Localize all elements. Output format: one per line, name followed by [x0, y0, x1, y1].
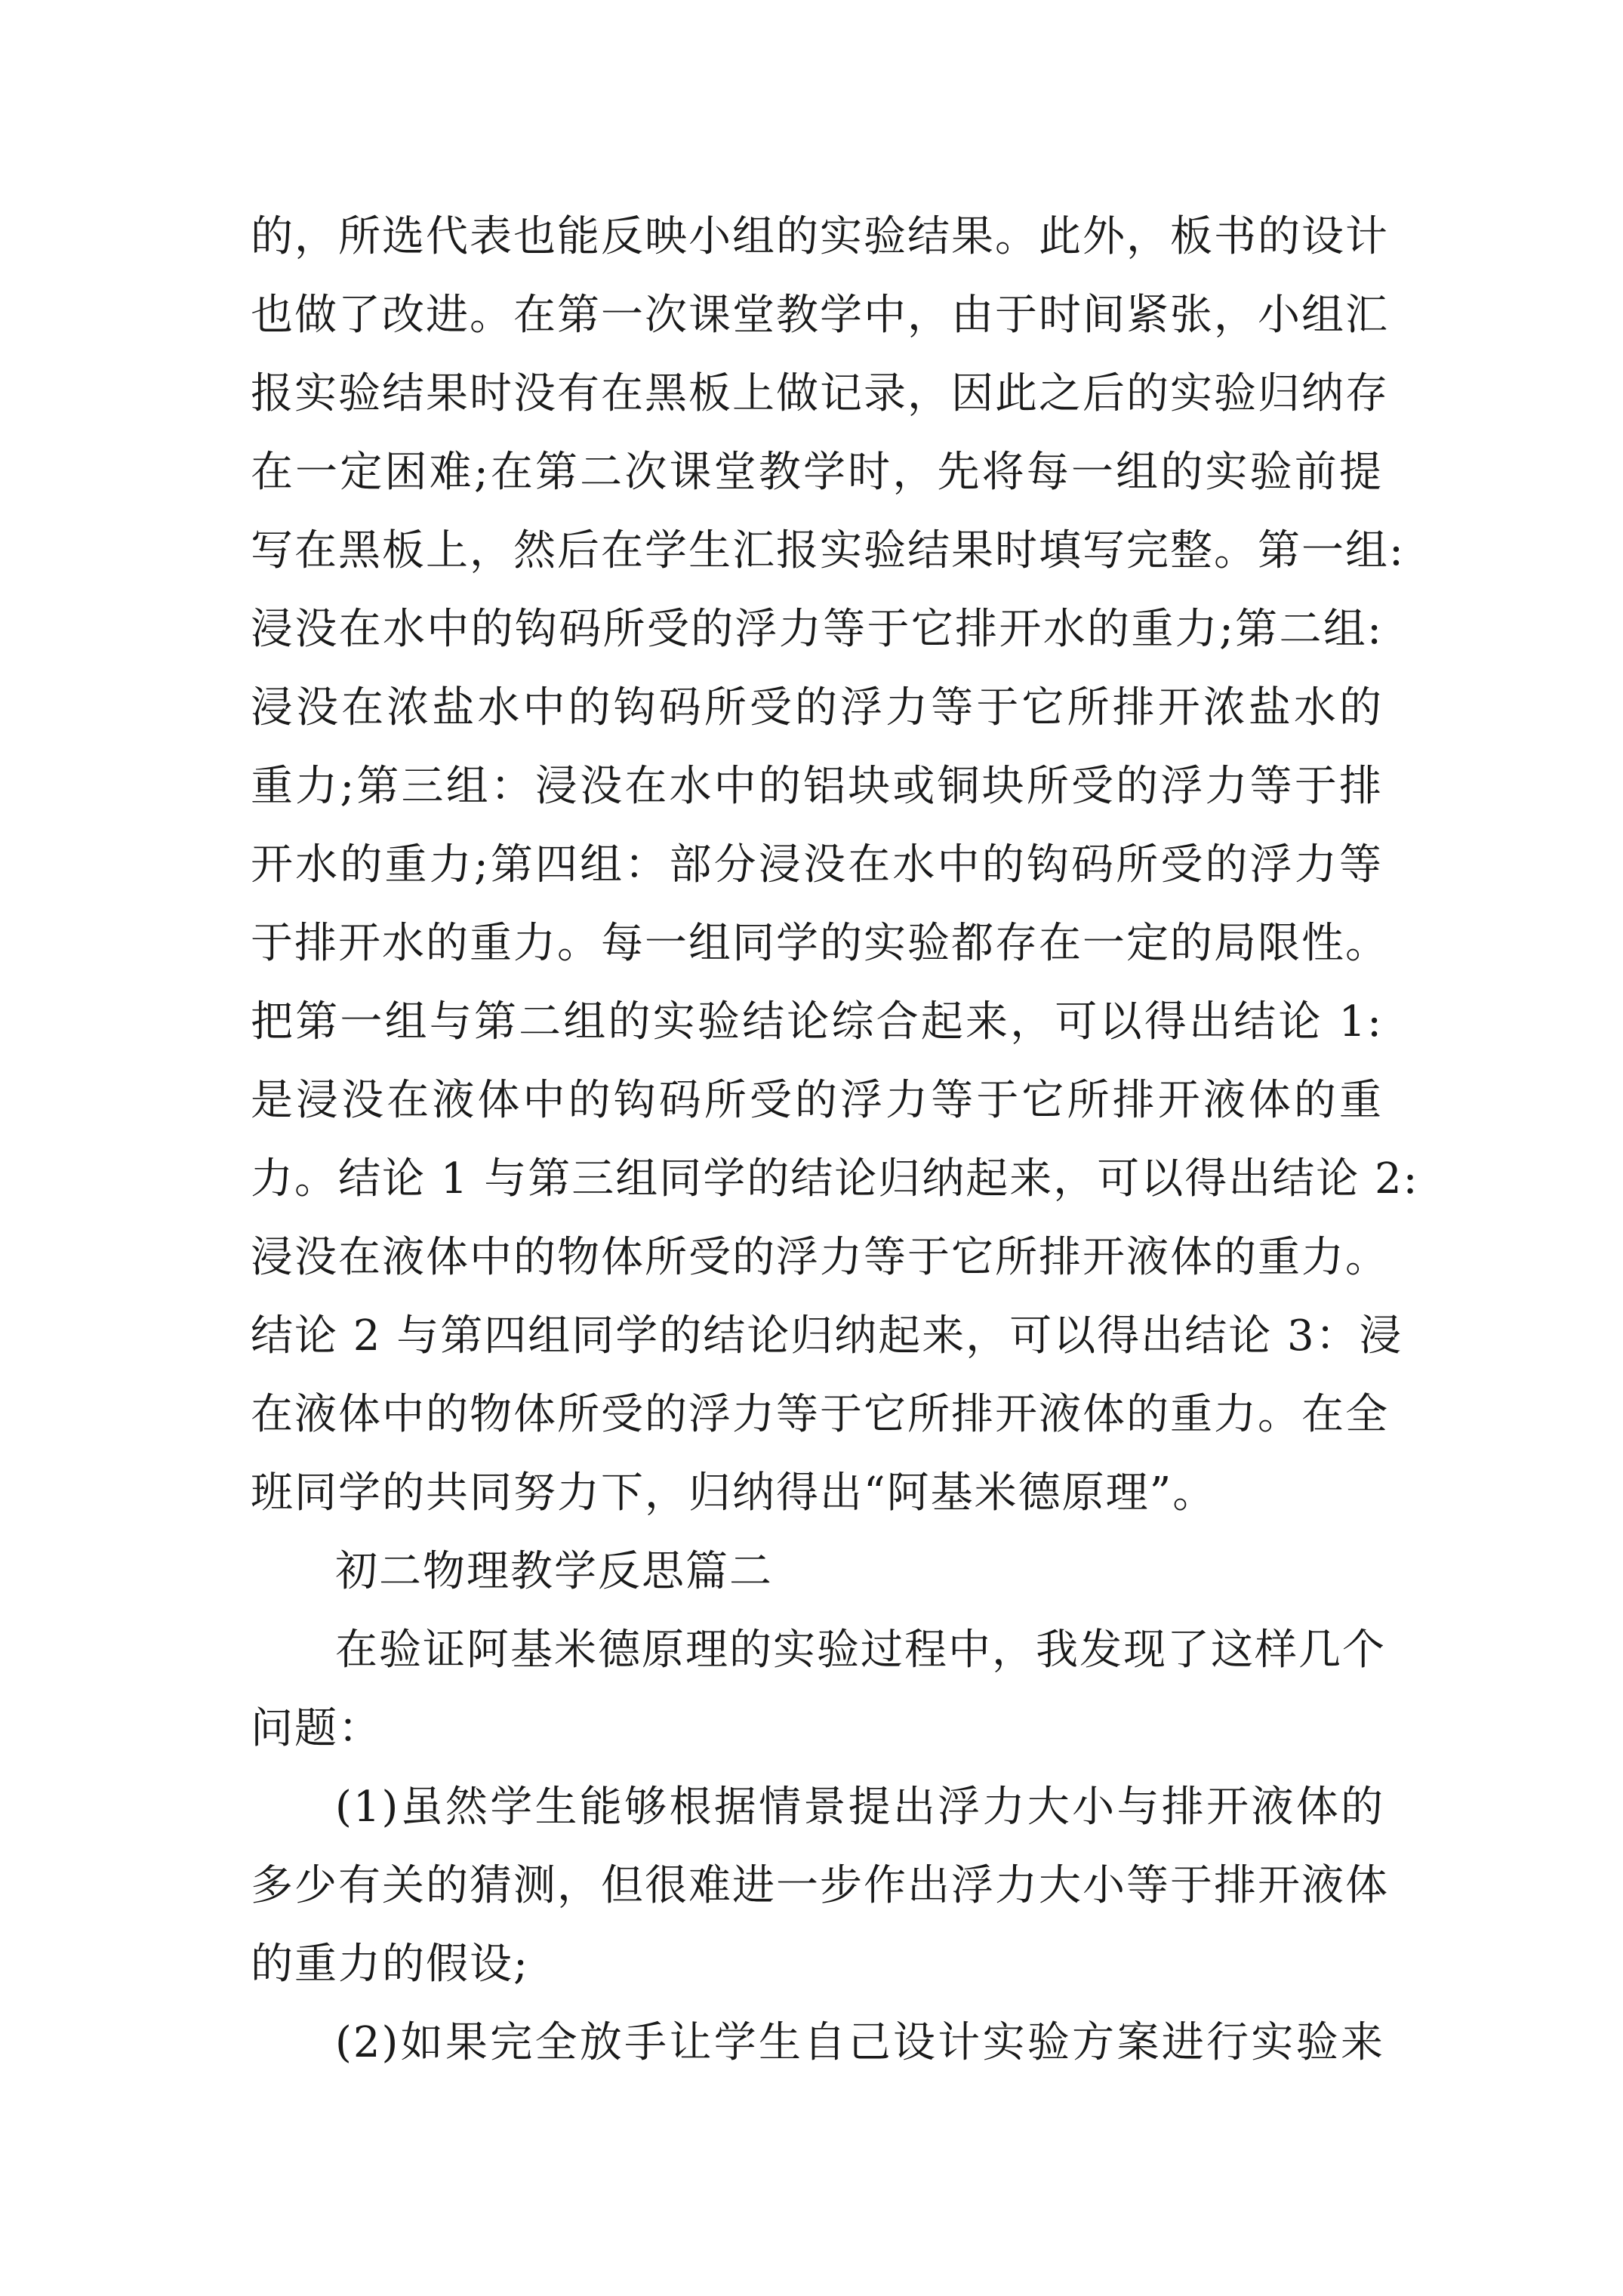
text-line-10: 于排开水的重力。每一组同学的实验都存在一定的局限性。 — [251, 919, 1389, 968]
text-line-4: 在一定困难;在第二次课堂教学时，先将每一组的实验前提 — [251, 448, 1383, 497]
text-line-24: (2)如果完全放手让学生自己设计实验方案进行实验来 — [335, 2018, 1384, 2067]
text-line-12: 是浸没在液体中的钩码所受的浮力等于它所排开液体的重 — [251, 1076, 1383, 1125]
text-line-20: 问题： — [251, 1704, 382, 1753]
text-line-22: 多少有关的猜测，但很难进一步作出浮力大小等于排开液体 — [251, 1861, 1389, 1910]
text-line-17: 班同学的共同努力下，归纳得出“阿基米德原理”。 — [251, 1469, 1217, 1518]
text-line-1: 的，所选代表也能反映小组的实验结果。此外，板书的设计 — [251, 212, 1389, 261]
text-line-11: 把第一组与第二组的实验结论综合起来，可以得出结论 1: — [251, 997, 1383, 1046]
text-line-6: 浸没在水中的钩码所受的浮力等于它排开水的重力;第二组: — [251, 605, 1383, 654]
text-line-16: 在液体中的物体所受的浮力等于它所排开液体的重力。在全 — [251, 1390, 1389, 1439]
text-line-15: 结论 2 与第四组同学的结论归纳起来，可以得出结论 3：浸 — [251, 1311, 1403, 1361]
section-heading: 初二物理教学反思篇二 — [335, 1547, 773, 1596]
text-line-21: (1)虽然学生能够根据情景提出浮力大小与排开液体的 — [335, 1783, 1384, 1832]
text-line-7: 浸没在浓盐水中的钩码所受的浮力等于它所排开浓盐水的 — [251, 683, 1383, 732]
text-line-9: 开水的重力;第四组：部分浸没在水中的钩码所受的浮力等 — [251, 840, 1383, 889]
text-line-3: 报实验结果时没有在黑板上做记录，因此之后的实验归纳存 — [251, 369, 1389, 418]
text-line-19: 在验证阿基米德原理的实验过程中，我发现了这样几个 — [335, 1626, 1386, 1675]
text-line-2: 也做了改进。在第一次课堂教学中，由于时间紧张，小组汇 — [251, 291, 1389, 340]
text-line-23: 的重力的假设; — [251, 1940, 529, 1989]
text-line-14: 浸没在液体中的物体所受的浮力等于它所排开液体的重力。 — [251, 1233, 1389, 1282]
text-line-13: 力。结论 1 与第三组同学的结论归纳起来，可以得出结论 2: — [251, 1154, 1419, 1203]
text-line-8: 重力;第三组：浸没在水中的铝块或铜块所受的浮力等于排 — [251, 762, 1383, 811]
text-line-5: 写在黑板上，然后在学生汇报实验结果时填写完整。第一组: — [251, 526, 1405, 575]
